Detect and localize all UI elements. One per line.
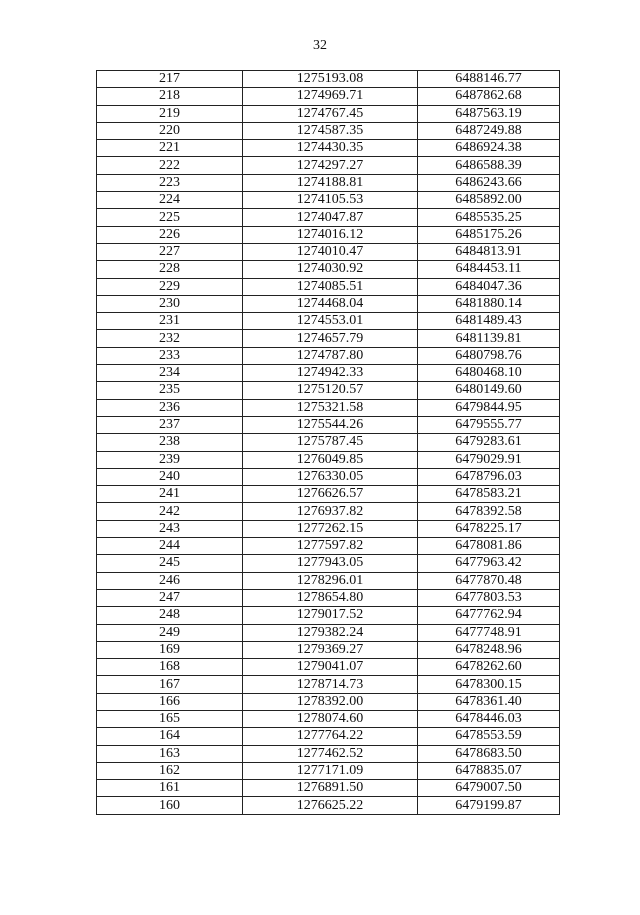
y-coordinate-cell: 6478392.58: [418, 503, 560, 520]
x-coordinate-cell: 1275321.58: [243, 399, 418, 416]
table-row: [97, 797, 560, 814]
table-row: [97, 486, 560, 503]
point-number-cell: 236: [97, 399, 243, 416]
x-coordinate-cell: 1274016.12: [243, 226, 418, 243]
point-number-cell: 243: [97, 520, 243, 537]
x-coordinate-cell: 1274047.87: [243, 209, 418, 226]
point-number-cell: 167: [97, 676, 243, 693]
y-coordinate-cell: 6479844.95: [418, 399, 560, 416]
x-coordinate-cell: 1275193.08: [243, 71, 418, 88]
table-row: [97, 728, 560, 745]
table-row: [97, 226, 560, 243]
point-number-cell: 165: [97, 710, 243, 727]
x-coordinate-cell: 1277943.05: [243, 555, 418, 572]
point-number-cell: 218: [97, 88, 243, 105]
table-row: [97, 278, 560, 295]
coordinates-table-body: [97, 71, 560, 815]
point-number-cell: 239: [97, 451, 243, 468]
y-coordinate-cell: 6480798.76: [418, 347, 560, 364]
table-row: [97, 88, 560, 105]
point-number-cell: 233: [97, 347, 243, 364]
y-coordinate-cell: 6481880.14: [418, 295, 560, 312]
table-row: [97, 468, 560, 485]
x-coordinate-cell: 1278296.01: [243, 572, 418, 589]
point-number-cell: 248: [97, 607, 243, 624]
table-row: [97, 140, 560, 157]
x-coordinate-cell: 1274030.92: [243, 261, 418, 278]
page-number: 32: [313, 38, 327, 53]
y-coordinate-cell: 6487862.68: [418, 88, 560, 105]
point-number-cell: 234: [97, 365, 243, 382]
point-number-cell: 164: [97, 728, 243, 745]
point-number-cell: 245: [97, 555, 243, 572]
point-number-cell: 237: [97, 416, 243, 433]
y-coordinate-cell: 6479007.50: [418, 780, 560, 797]
table-row: [97, 451, 560, 468]
y-coordinate-cell: 6478835.07: [418, 762, 560, 779]
point-number-cell: 240: [97, 468, 243, 485]
table-row: [97, 676, 560, 693]
x-coordinate-cell: 1274468.04: [243, 295, 418, 312]
table-row: [97, 416, 560, 433]
point-number-cell: 162: [97, 762, 243, 779]
table-row: [97, 243, 560, 260]
x-coordinate-cell: 1274767.45: [243, 105, 418, 122]
y-coordinate-cell: 6481489.43: [418, 313, 560, 330]
y-coordinate-cell: 6485535.25: [418, 209, 560, 226]
x-coordinate-cell: 1274188.81: [243, 174, 418, 191]
x-coordinate-cell: 1274787.80: [243, 347, 418, 364]
point-number-cell: 247: [97, 589, 243, 606]
x-coordinate-cell: 1274657.79: [243, 330, 418, 347]
x-coordinate-cell: 1274010.47: [243, 243, 418, 260]
y-coordinate-cell: 6477870.48: [418, 572, 560, 589]
table-row: [97, 589, 560, 606]
table-row: [97, 295, 560, 312]
point-number-cell: 244: [97, 538, 243, 555]
x-coordinate-cell: 1275544.26: [243, 416, 418, 433]
x-coordinate-cell: 1279041.07: [243, 659, 418, 676]
y-coordinate-cell: 6478361.40: [418, 693, 560, 710]
y-coordinate-cell: 6480468.10: [418, 365, 560, 382]
x-coordinate-cell: 1274553.01: [243, 313, 418, 330]
coordinates-table: [96, 70, 560, 815]
y-coordinate-cell: 6478300.15: [418, 676, 560, 693]
point-number-cell: 232: [97, 330, 243, 347]
table-row: [97, 762, 560, 779]
table-row: [97, 209, 560, 226]
y-coordinate-cell: 6477762.94: [418, 607, 560, 624]
x-coordinate-cell: 1277262.15: [243, 520, 418, 537]
x-coordinate-cell: 1278654.80: [243, 589, 418, 606]
y-coordinate-cell: 6477748.91: [418, 624, 560, 641]
y-coordinate-cell: 6478553.59: [418, 728, 560, 745]
point-number-cell: 168: [97, 659, 243, 676]
x-coordinate-cell: 1274969.71: [243, 88, 418, 105]
point-number-cell: 242: [97, 503, 243, 520]
table-row: [97, 261, 560, 278]
y-coordinate-cell: 6487249.88: [418, 122, 560, 139]
x-coordinate-cell: 1278392.00: [243, 693, 418, 710]
y-coordinate-cell: 6477803.53: [418, 589, 560, 606]
point-number-cell: 249: [97, 624, 243, 641]
y-coordinate-cell: 6477963.42: [418, 555, 560, 572]
y-coordinate-cell: 6485175.26: [418, 226, 560, 243]
table-row: [97, 555, 560, 572]
x-coordinate-cell: 1274105.53: [243, 192, 418, 209]
y-coordinate-cell: 6478081.86: [418, 538, 560, 555]
table-row: [97, 157, 560, 174]
x-coordinate-cell: 1276891.50: [243, 780, 418, 797]
point-number-cell: 217: [97, 71, 243, 88]
y-coordinate-cell: 6486588.39: [418, 157, 560, 174]
point-number-cell: 246: [97, 572, 243, 589]
x-coordinate-cell: 1279369.27: [243, 641, 418, 658]
point-number-cell: 220: [97, 122, 243, 139]
x-coordinate-cell: 1274297.27: [243, 157, 418, 174]
table-row: [97, 641, 560, 658]
x-coordinate-cell: 1279017.52: [243, 607, 418, 624]
point-number-cell: 224: [97, 192, 243, 209]
point-number-cell: 221: [97, 140, 243, 157]
table-row: [97, 313, 560, 330]
y-coordinate-cell: 6478248.96: [418, 641, 560, 658]
table-row: [97, 434, 560, 451]
x-coordinate-cell: 1274587.35: [243, 122, 418, 139]
y-coordinate-cell: 6488146.77: [418, 71, 560, 88]
x-coordinate-cell: 1275787.45: [243, 434, 418, 451]
point-number-cell: 169: [97, 641, 243, 658]
x-coordinate-cell: 1276626.57: [243, 486, 418, 503]
x-coordinate-cell: 1277462.52: [243, 745, 418, 762]
point-number-cell: 161: [97, 780, 243, 797]
x-coordinate-cell: 1277597.82: [243, 538, 418, 555]
y-coordinate-cell: 6486243.66: [418, 174, 560, 191]
y-coordinate-cell: 6478796.03: [418, 468, 560, 485]
y-coordinate-cell: 6480149.60: [418, 382, 560, 399]
table-row: [97, 330, 560, 347]
point-number-cell: 160: [97, 797, 243, 814]
table-row: [97, 174, 560, 191]
table-row: [97, 710, 560, 727]
y-coordinate-cell: 6478262.60: [418, 659, 560, 676]
table-row: [97, 122, 560, 139]
y-coordinate-cell: 6479029.91: [418, 451, 560, 468]
point-number-cell: 222: [97, 157, 243, 174]
table-row: [97, 745, 560, 762]
y-coordinate-cell: 6479199.87: [418, 797, 560, 814]
x-coordinate-cell: 1276049.85: [243, 451, 418, 468]
point-number-cell: 226: [97, 226, 243, 243]
table-row: [97, 538, 560, 555]
point-number-cell: 241: [97, 486, 243, 503]
x-coordinate-cell: 1274085.51: [243, 278, 418, 295]
table-row: [97, 347, 560, 364]
x-coordinate-cell: 1279382.24: [243, 624, 418, 641]
table-row: [97, 503, 560, 520]
point-number-cell: 231: [97, 313, 243, 330]
table-row: [97, 399, 560, 416]
x-coordinate-cell: 1277171.09: [243, 762, 418, 779]
y-coordinate-cell: 6478683.50: [418, 745, 560, 762]
y-coordinate-cell: 6478583.21: [418, 486, 560, 503]
y-coordinate-cell: 6486924.38: [418, 140, 560, 157]
x-coordinate-cell: 1274430.35: [243, 140, 418, 157]
point-number-cell: 235: [97, 382, 243, 399]
y-coordinate-cell: 6484047.36: [418, 278, 560, 295]
table-row: [97, 624, 560, 641]
y-coordinate-cell: 6487563.19: [418, 105, 560, 122]
table-row: [97, 693, 560, 710]
table-row: [97, 572, 560, 589]
x-coordinate-cell: 1276625.22: [243, 797, 418, 814]
y-coordinate-cell: 6484813.91: [418, 243, 560, 260]
point-number-cell: 225: [97, 209, 243, 226]
point-number-cell: 230: [97, 295, 243, 312]
point-number-cell: 166: [97, 693, 243, 710]
y-coordinate-cell: 6478446.03: [418, 710, 560, 727]
table-row: [97, 71, 560, 88]
y-coordinate-cell: 6479283.61: [418, 434, 560, 451]
table-row: [97, 365, 560, 382]
point-number-cell: 227: [97, 243, 243, 260]
table-row: [97, 192, 560, 209]
x-coordinate-cell: 1278074.60: [243, 710, 418, 727]
x-coordinate-cell: 1274942.33: [243, 365, 418, 382]
point-number-cell: 219: [97, 105, 243, 122]
y-coordinate-cell: 6481139.81: [418, 330, 560, 347]
point-number-cell: 223: [97, 174, 243, 191]
x-coordinate-cell: 1275120.57: [243, 382, 418, 399]
x-coordinate-cell: 1278714.73: [243, 676, 418, 693]
point-number-cell: 238: [97, 434, 243, 451]
point-number-cell: 229: [97, 278, 243, 295]
table-row: [97, 105, 560, 122]
y-coordinate-cell: 6478225.17: [418, 520, 560, 537]
x-coordinate-cell: 1276937.82: [243, 503, 418, 520]
table-row: [97, 780, 560, 797]
table-row: [97, 659, 560, 676]
table-row: [97, 382, 560, 399]
point-number-cell: 163: [97, 745, 243, 762]
y-coordinate-cell: 6484453.11: [418, 261, 560, 278]
table-row: [97, 607, 560, 624]
y-coordinate-cell: 6479555.77: [418, 416, 560, 433]
table-row: [97, 520, 560, 537]
y-coordinate-cell: 6485892.00: [418, 192, 560, 209]
x-coordinate-cell: 1277764.22: [243, 728, 418, 745]
point-number-cell: 228: [97, 261, 243, 278]
x-coordinate-cell: 1276330.05: [243, 468, 418, 485]
